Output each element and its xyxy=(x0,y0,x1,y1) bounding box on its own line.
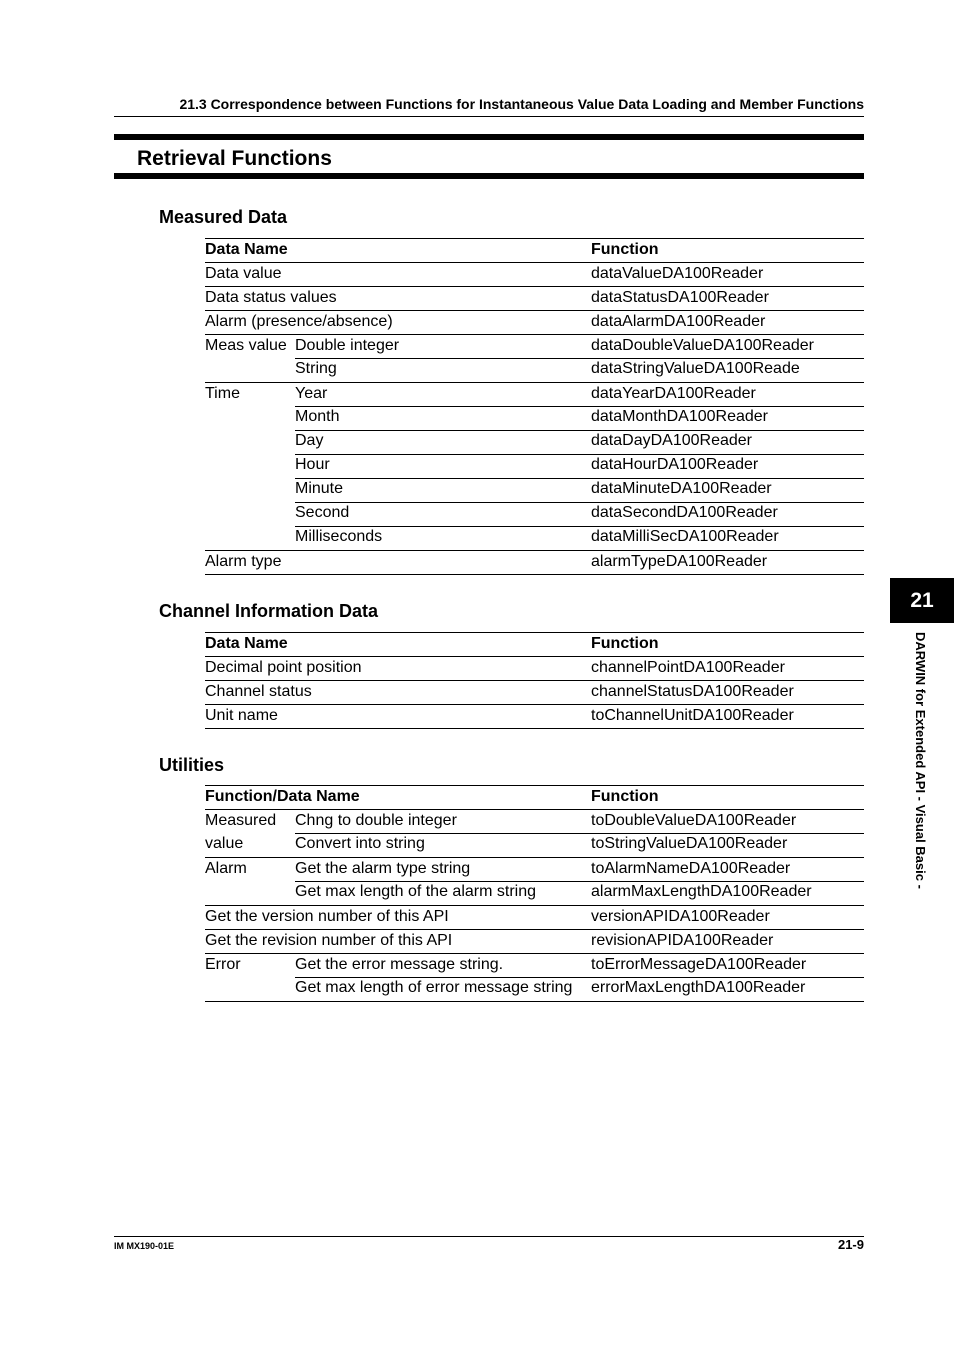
table-row xyxy=(205,454,864,478)
data-name-cell: Time xyxy=(205,385,240,402)
table-row xyxy=(205,502,864,526)
footer-rule xyxy=(114,1236,864,1237)
data-name-cell: Decimal point position xyxy=(205,659,362,676)
running-header: 21.3 Correspondence between Functions for Instantaneous Value Data Loading and Member Functions xyxy=(179,96,864,112)
data-name-cell: Unit name xyxy=(205,707,278,724)
function-cell: toStringValueDA100Reader xyxy=(591,835,788,852)
table-header-row xyxy=(205,238,864,263)
table-row xyxy=(205,263,864,287)
data-name-cell: Get the revision number of this API xyxy=(205,932,453,949)
function-cell: dataMinuteDA100Reader xyxy=(591,480,772,497)
data-name-cell: Error xyxy=(205,956,241,973)
data-name-cell: value xyxy=(205,835,244,852)
channel-info-heading: Channel Information Data xyxy=(159,601,379,621)
data-subname-cell: Convert into string xyxy=(295,835,425,852)
page-title: Retrieval Functions xyxy=(137,147,332,170)
data-name-cell: Alarm (presence/absence) xyxy=(205,313,393,330)
table-row xyxy=(205,311,864,335)
table-row xyxy=(205,526,864,551)
data-name-cell: Meas value xyxy=(205,337,287,354)
page-number: 21-9 xyxy=(837,1237,864,1252)
function-cell: dataSecondDA100Reader xyxy=(591,504,778,521)
header-rule xyxy=(114,116,864,117)
data-subname-cell: Get max length of the alarm string xyxy=(295,883,536,900)
data-subname-cell: Hour xyxy=(295,456,330,473)
data-name-cell: Get the version number of this API xyxy=(205,908,449,925)
column-header-name: Data Name xyxy=(205,635,288,652)
table-row xyxy=(205,881,864,906)
data-subname-cell: Get max length of error message string xyxy=(295,979,573,996)
table-row xyxy=(205,810,864,833)
function-cell: toAlarmNameDA100Reader xyxy=(591,860,791,877)
table-row xyxy=(205,906,864,930)
data-name-cell: Data value xyxy=(205,265,282,282)
table-row xyxy=(205,977,864,1002)
table-row xyxy=(205,657,864,681)
function-cell: channelPointDA100Reader xyxy=(591,659,785,676)
title-rule-bottom xyxy=(114,173,864,179)
function-cell: dataValueDA100Reader xyxy=(591,265,764,282)
data-subname-cell: Get the error message string. xyxy=(295,956,504,973)
function-cell: versionAPIDA100Reader xyxy=(591,908,770,925)
channel-info-table xyxy=(205,632,864,729)
table-row xyxy=(205,833,864,858)
table-row xyxy=(205,383,864,406)
function-cell: toErrorMessageDA100Reader xyxy=(591,956,807,973)
table-header-row xyxy=(205,632,864,657)
utilities-table xyxy=(205,785,864,1002)
table-row xyxy=(205,406,864,430)
function-cell: alarmMaxLengthDA100Reader xyxy=(591,883,812,900)
data-subname-cell: Double integer xyxy=(295,337,400,354)
table-row xyxy=(205,335,864,358)
table-row xyxy=(205,954,864,977)
measured-data-table xyxy=(205,238,864,575)
table-header-row xyxy=(205,785,864,810)
measured-data-heading: Measured Data xyxy=(159,207,288,227)
table-row xyxy=(205,705,864,729)
function-cell: dataDayDA100Reader xyxy=(591,432,752,449)
function-cell: dataStringValueDA100Reade xyxy=(591,360,800,377)
column-header-name: Data Name xyxy=(205,241,288,258)
data-name-cell: Channel status xyxy=(205,683,312,700)
function-cell: dataYearDA100Reader xyxy=(591,385,756,402)
table-row xyxy=(205,287,864,311)
column-header-function: Function xyxy=(591,241,659,258)
data-name-cell: Alarm type xyxy=(205,553,282,570)
function-cell: alarmTypeDA100Reader xyxy=(591,553,768,570)
chapter-side-title: DARWIN for Extended API - Visual Basic - xyxy=(913,632,928,889)
function-cell: channelStatusDA100Reader xyxy=(591,683,794,700)
data-subname-cell: Chng to double integer xyxy=(295,812,457,829)
data-name-cell: Data status values xyxy=(205,289,337,306)
table-row xyxy=(205,551,864,575)
chapter-tab: 21 xyxy=(890,578,954,623)
table-row xyxy=(205,358,864,383)
function-cell: dataMonthDA100Reader xyxy=(591,408,769,425)
function-cell: dataMilliSecDA100Reader xyxy=(591,528,779,545)
title-rule-top xyxy=(114,134,864,140)
data-subname-cell: Get the alarm type string xyxy=(295,860,471,877)
column-header-name: Function/Data Name xyxy=(205,788,360,805)
data-subname-cell: Minute xyxy=(295,480,344,497)
data-subname-cell: String xyxy=(295,360,337,377)
column-header-function: Function xyxy=(591,788,659,805)
table-row xyxy=(205,478,864,502)
data-subname-cell: Month xyxy=(295,408,340,425)
function-cell: errorMaxLengthDA100Reader xyxy=(591,979,806,996)
table-row xyxy=(205,681,864,705)
function-cell: dataDoubleValueDA100Reader xyxy=(591,337,814,354)
data-subname-cell: Second xyxy=(295,504,350,521)
function-cell: dataAlarmDA100Reader xyxy=(591,313,766,330)
function-cell: dataHourDA100Reader xyxy=(591,456,759,473)
table-row xyxy=(205,430,864,454)
data-subname-cell: Year xyxy=(295,385,328,402)
function-cell: dataStatusDA100Reader xyxy=(591,289,769,306)
table-row xyxy=(205,858,864,881)
data-subname-cell: Day xyxy=(295,432,324,449)
data-name-cell: Measured xyxy=(205,812,277,829)
column-header-function: Function xyxy=(591,635,659,652)
utilities-heading: Utilities xyxy=(159,755,225,775)
data-subname-cell: Milliseconds xyxy=(295,528,383,545)
function-cell: revisionAPIDA100Reader xyxy=(591,932,774,949)
table-row xyxy=(205,930,864,954)
function-cell: toDoubleValueDA100Reader xyxy=(591,812,797,829)
footer-doc-id: IM MX190-01E xyxy=(114,1241,175,1251)
function-cell: toChannelUnitDA100Reader xyxy=(591,707,794,724)
data-name-cell: Alarm xyxy=(205,860,247,877)
